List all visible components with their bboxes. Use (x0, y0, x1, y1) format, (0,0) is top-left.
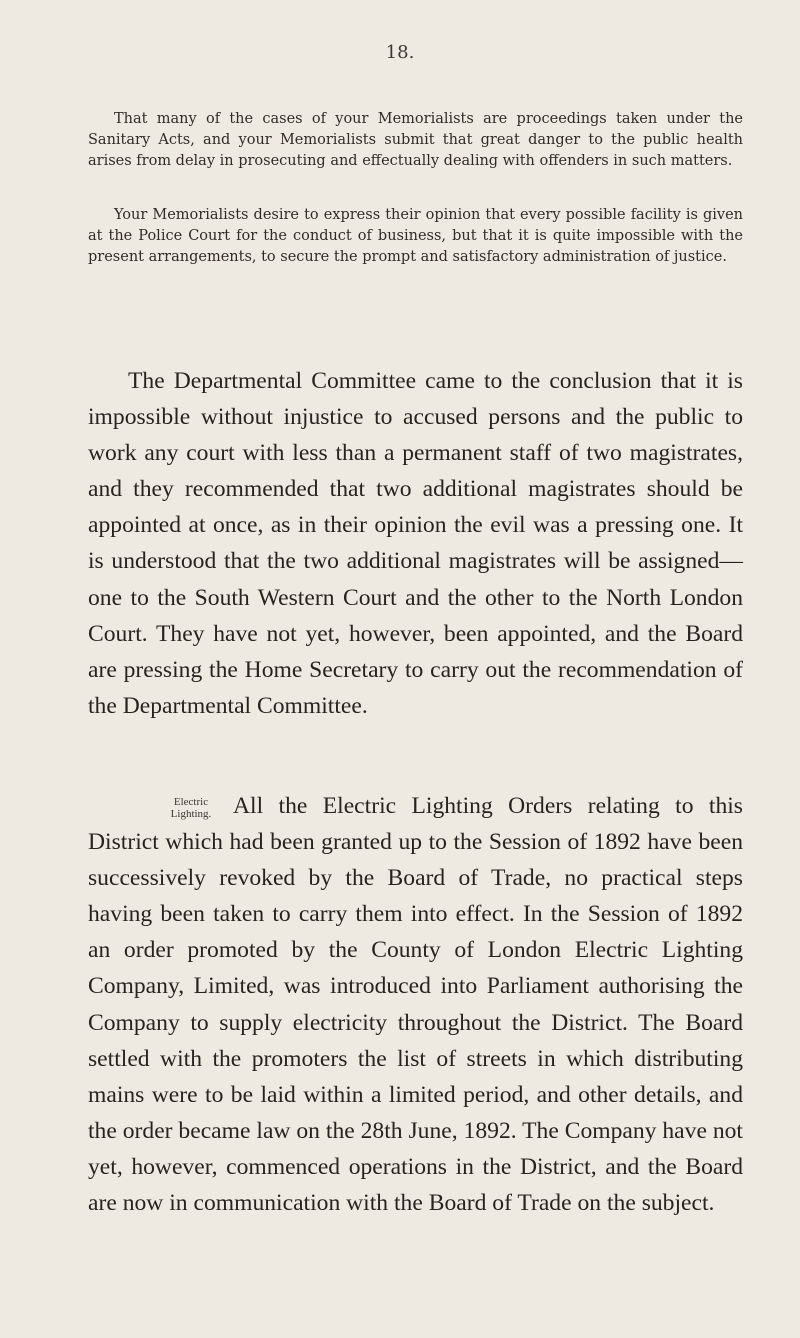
committee-paragraph: The Departmental Committee came to the conclusion that it is impossible without injustice to accused persons and the public to work any court with less than a permanent staff of two magistrates, and they recommended that two additional magistrates should be appointed at once, as in their opinion the evil was a pressing one. It is understood that the two additional magistrates will be assigned—one to the South Western Court and the other to the North London Court. They have not yet, however, been appointed, and the Board are pressing the Home Secretary to carry out the recommendation of the Departmental Committee. (88, 368, 743, 719)
memorial-paragraph: Your Memorialists desire to express their opinion that every possible facility is given at the Police Court for the conduct of business, but that it is quite impossible with the present arrangements, to secure the prompt and satisfactory administration of justice. (88, 207, 743, 265)
memorial-quote-second (88, 205, 743, 268)
committee-section (88, 363, 743, 724)
margin-note-line: Lighting. (170, 808, 212, 820)
page-number: 18. (385, 42, 415, 63)
electric-lighting-section (88, 788, 743, 1221)
memorial-quote-first (88, 109, 743, 172)
electric-lighting-paragraph: All the Electric Lighting Orders relating to this District which had been granted up to the Session of 1892 have been successively revoked by the Board of Trade, no practical steps having been taken to carry them into effect. In the Session of 1892 an order promoted by the County of London Electric Lighting Company, Limited, was introduced into Parliament authorising the Company to supply electricity throughout the District. The Board settled with the promoters the list of streets in which distributing mains were to be laid within a limited period, and other details, and the order became law on the 28th June, 1892. The Company have not yet, however, commenced operations in the District, and the Board are now in communication with the Board of Trade on the subject. (88, 793, 743, 1217)
margin-note-line: Electric (173, 796, 209, 808)
memorial-paragraph: That many of the cases of your Memorialists are proceedings taken under the Sanitary Acts, and your Memorialists submit that great danger to the public health arises from delay in prosecuting and effectually dealing with offenders in such matters. (88, 111, 743, 169)
